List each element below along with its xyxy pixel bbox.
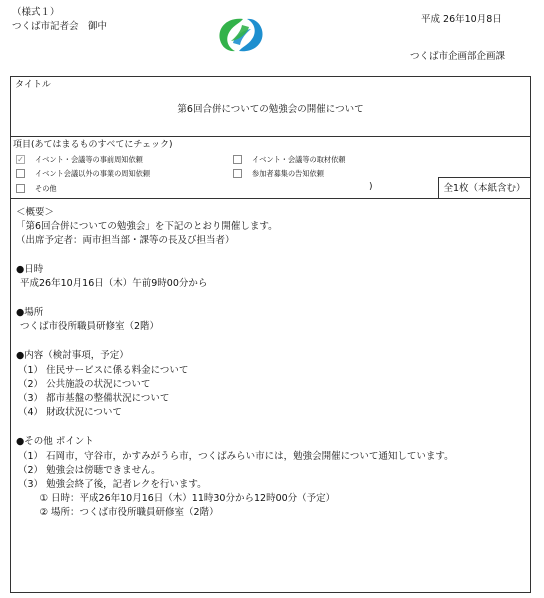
other-heading: ●その他 ポイント <box>16 436 94 447</box>
header-left <box>12 6 107 34</box>
checkbox-box[interactable] <box>16 184 25 193</box>
press-release-form <box>10 76 531 593</box>
other-item: （2） 勉強会は傍聴できません。 <box>18 465 161 476</box>
content-item: （1） 住民サービスに係る料金について <box>18 365 189 376</box>
checkbox-advance-notice[interactable] <box>16 155 143 164</box>
checkbox-box[interactable] <box>233 169 242 178</box>
checkbox-box[interactable] <box>16 169 25 178</box>
content-item: （3） 都市基盤の整備状況について <box>18 393 170 404</box>
datetime-value: 平成26年10月16日（木）午前9時00分から <box>20 278 208 289</box>
datetime-heading: ●日時 <box>16 264 44 275</box>
page-count: 全1枚（本紙含む） <box>438 177 530 199</box>
checkbox-box[interactable] <box>233 155 242 164</box>
title-row <box>11 77 530 137</box>
checkbox-label: その他 <box>35 184 57 193</box>
overview-line: 「第6回合併についての勉強会」を下記のとおり開催します。 <box>16 221 278 232</box>
other-item: ② 場所：つくば市役所職員研修室（2階） <box>30 507 219 518</box>
items-label: 項目(あてはまるものすべてにチェック) <box>13 140 173 150</box>
title-label: タイトル <box>15 80 51 90</box>
checkbox-box[interactable]: ✓ <box>17 154 24 164</box>
issue-date: 平成 26年10月8日 <box>421 14 502 25</box>
other-close-paren: ) <box>369 182 373 192</box>
place-value: つくば市役所職員研修室（2階） <box>20 321 160 332</box>
checkbox-participant-recruitment[interactable] <box>233 169 324 178</box>
overview-line: （出席予定者：両市担当部・課等の長及び担当者） <box>16 235 235 246</box>
content-item: （4） 財政状況について <box>18 407 122 418</box>
other-item: （3） 勉強会終了後，記者レクを行います。 <box>18 479 207 490</box>
checkbox-other[interactable] <box>16 184 57 193</box>
title-value: 第6回合併についての勉強会の開催について <box>177 104 364 115</box>
other-item: （1） 石岡市，守谷市，かすみがうら市，つくばみらい市には，勉強会開催について通知しています。 <box>18 451 454 462</box>
checkbox-label: イベント会議以外の事業の周知依頼 <box>35 169 151 178</box>
checkbox-other-project-notice[interactable] <box>16 169 150 178</box>
checkbox-label: イベント・会議等の取材依頼 <box>252 155 346 164</box>
form-number: （様式１） <box>12 7 60 18</box>
department: つくば市企画部企画課 <box>410 51 506 62</box>
items-row <box>11 137 530 199</box>
overview-heading: ＜概要＞ <box>16 207 55 218</box>
checkbox-label: イベント・会議等の事前周知依頼 <box>35 155 143 164</box>
addressee: つくば市記者会 御中 <box>12 21 108 32</box>
city-logo-icon <box>213 14 269 56</box>
place-heading: ●場所 <box>16 307 44 318</box>
other-item: ① 日時：平成26年10月16日（木）11時30分から12時00分（予定） <box>30 493 336 504</box>
checkbox-label: 参加者募集の告知依頼 <box>252 169 324 178</box>
content-heading: ●内容（検討事項，予定） <box>16 350 129 361</box>
content-item: （2） 公共施設の状況について <box>18 379 151 390</box>
checkbox-coverage-request[interactable] <box>233 155 345 164</box>
